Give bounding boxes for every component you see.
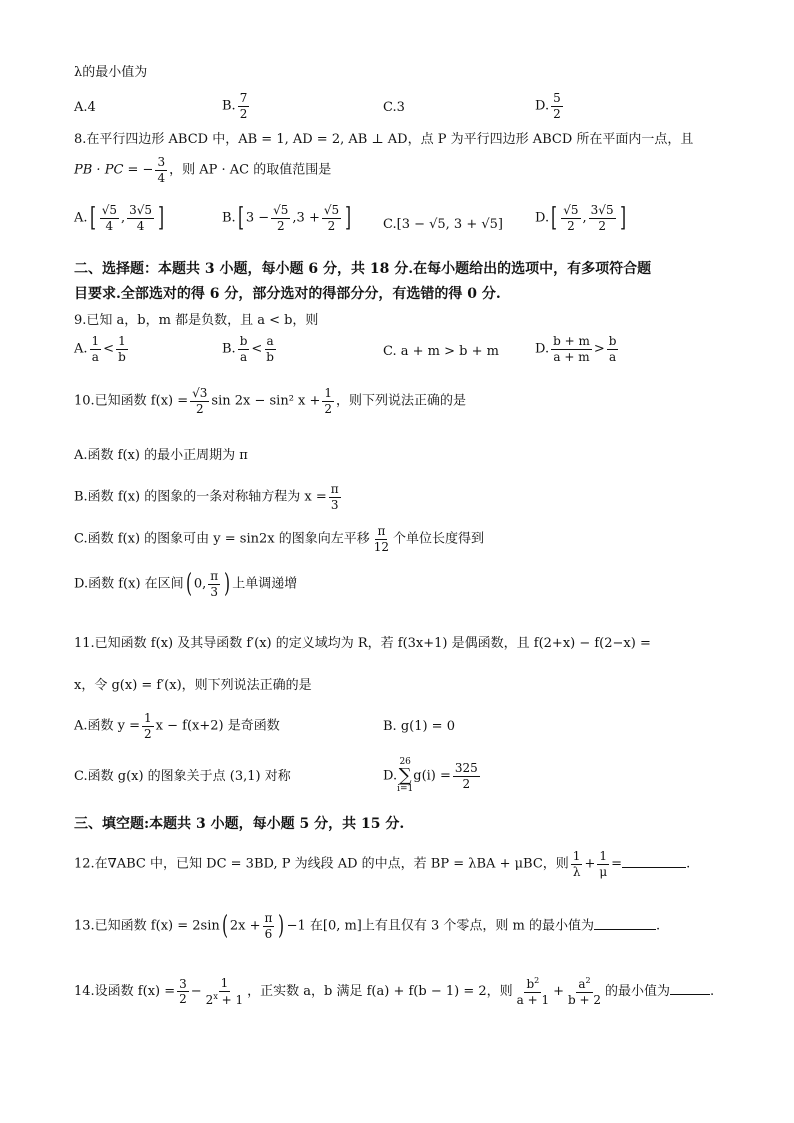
q7-option-a: A.4 — [74, 100, 96, 115]
q9-option-b: B. $\frac{b}{a}$ < $\frac{a}{b}$ — [222, 334, 274, 364]
q14-stem: 14.设函数 f(x) = $\frac{3}{2}$ − $\frac{1}{2^x + 1}$ ，正实数 a，b 满足 f(a) + f(b − 1) = 2，则 $\frac{b^2}{a + 1}$ + $\frac{a^2}{b + 2}$ 的最小值为 . — [74, 976, 715, 1007]
q11-option-c: C.函数 g(x) 的图象关于点 (3,1) 对称 — [74, 769, 291, 784]
q7-option-d: D. $\frac{5}{2}$ — [535, 91, 561, 121]
q13-stem: 13.已知函数 f(x) = 2sin( 2x + $\frac{\pi}{6}$ ) −1 在[0, m]上有且仅有 3 个零点，则 m 的最小值为 . — [74, 911, 661, 942]
q8-option-c: C.[3 − √5, 3 + √5] — [383, 217, 503, 232]
q13-answer-blank[interactable] — [594, 917, 656, 930]
q8-stem-line2: PB · PC = − $\frac{3}{4}$ ，则 AP · AC 的取值范围是 — [74, 155, 332, 185]
q11-stem-line1: 11.已知函数 f(x) 及其导函数 f′(x) 的定义域均为 R，若 f(3x+1) 是偶函数，且 f(2+x) − f(2−x) = — [74, 636, 651, 651]
q10-option-b: B.函数 f(x) 的图象的一条对称轴方程为 x = $\frac{\pi}{3}$ — [74, 482, 339, 512]
section-2-heading-line2: 目要求.全部选对的得 6 分，部分选对的得部分分，有选错的得 0 分. — [74, 286, 501, 302]
section-2-heading-line1: 二、选择题：本题共 3 小题，每小题 6 分，共 18 分.在每小题给出的选项中，有多项符合题 — [74, 261, 652, 277]
q11-option-a: A.函数 y = $\frac{1}{2}$ x − f(x+2) 是奇函数 — [74, 711, 280, 741]
q9-option-d: D. $\frac{b + m}{a + m}$ > $\frac{b}{a}$ — [535, 334, 617, 364]
q7-option-b: B. $\frac{7}{2}$ — [222, 91, 248, 121]
q14-answer-blank[interactable] — [670, 982, 710, 995]
q11-option-b: B. g(1) = 0 — [383, 719, 455, 734]
q11-stem-line2: x，令 g(x) = f′(x)，则下列说法正确的是 — [74, 678, 312, 693]
q10-stem: 10.已知函数 f(x) = $\frac{√3}{2}$ sin 2x − sin² x + $\frac{1}{2}$ ，则下列说法正确的是 — [74, 386, 467, 416]
q9-option-c: C. a + m > b + m — [383, 344, 499, 359]
q9-stem: 9.已知 a，b，m 都是负数，且 a < b，则 — [74, 313, 319, 328]
q7-option-c: C.3 — [383, 100, 405, 115]
q12-answer-blank[interactable] — [622, 855, 686, 868]
q10-option-c: C.函数 f(x) 的图象可由 y = sin2x 的图象向左平移 $\frac{\pi}{12}$ 个单位长度得到 — [74, 524, 485, 554]
section-3-heading: 三、填空题:本题共 3 小题，每小题 5 分，共 15 分. — [74, 816, 405, 832]
q8-option-d: D.[ $\frac{√5}{2}$ , $\frac{3√5}{2}$ ] — [535, 203, 626, 234]
q10-option-a: A.函数 f(x) 的最小正周期为 π — [74, 448, 248, 463]
q8-option-a: A.[ $\frac{√5}{4}$ , $\frac{3√5}{4}$ ] — [74, 203, 165, 234]
q11-option-d: D. 26 ∑ i=1 g(i) = $\frac{325}{2}$ — [383, 757, 478, 794]
q9-option-a: A. $\frac{1}{a}$ < $\frac{1}{b}$ — [74, 334, 126, 364]
q10-option-d: D.函数 f(x) 在区间( 0, $\frac{\pi}{3}$ ) 上单调递增 — [74, 569, 298, 600]
q12-stem: 12.在∇ABC 中，已知 DC = 3BD, P 为线段 AD 的中点，若 BP = λBA + μBC，则 $\frac{1}{\lambda}$ + $\frac{1}{\mu}$ = . — [74, 849, 691, 879]
q7-tail: λ的最小值为 — [74, 65, 148, 80]
q8-option-b: B.[ 3 − $\frac{√5}{2}$ ,3 + $\frac{√5}{2}$ ] — [222, 203, 352, 234]
q8-stem-line1: 8.在平行四边形 ABCD 中，AB = 1, AD = 2, AB ⊥ AD，点 P 为平行四边形 ABCD 所在平面内一点，且 — [74, 132, 694, 147]
